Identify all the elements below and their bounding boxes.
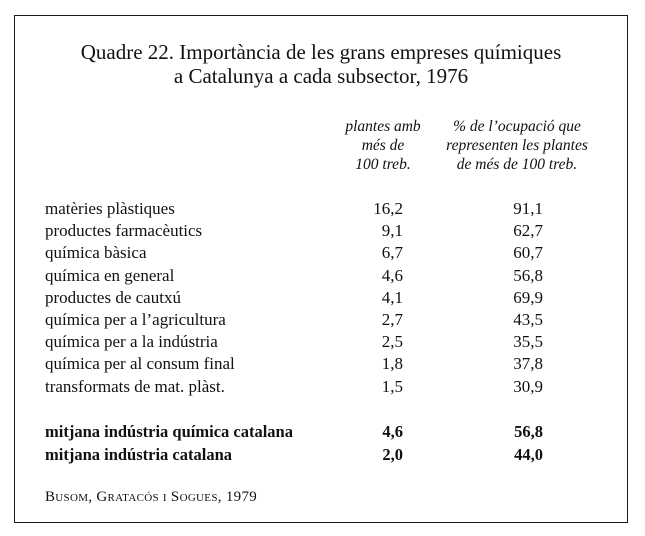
table-row <box>15 242 627 264</box>
column-header-line: 100 treb. <box>355 156 411 173</box>
row-label: química en general <box>45 265 175 285</box>
row-plants-value: 4,1 <box>381 287 403 307</box>
column-header-employment <box>433 117 601 174</box>
table-totals <box>15 421 627 467</box>
total-plants-value: 2,0 <box>382 445 403 464</box>
column-header-line: % de l’ocupació que <box>453 118 581 135</box>
row-plants-value: 2,5 <box>381 332 403 352</box>
table-row <box>15 287 627 309</box>
table-row <box>15 265 627 287</box>
row-plants-value: 9,1 <box>381 221 403 241</box>
row-employment-value: 43,5 <box>513 309 543 329</box>
row-plants-value: 16,2 <box>373 199 403 218</box>
row-label: productes farmacèutics <box>45 221 203 241</box>
row-label: matèries plàstiques <box>45 199 175 218</box>
row-label: transformats de mat. plàst. <box>45 376 225 396</box>
table-title <box>15 40 627 88</box>
column-header-line: representen les plantes <box>446 137 588 154</box>
row-plants-value: 2,7 <box>381 309 403 329</box>
column-header-line: més de <box>361 137 405 154</box>
title-line-1: Quadre 22. Importància de les grans empreses químiques <box>80 40 562 64</box>
row-label: química per al consum final <box>45 354 235 374</box>
row-label: química per a l’agricultura <box>45 309 226 329</box>
row-employment-value: 60,7 <box>513 243 543 263</box>
total-label: mitjana indústria química catalana <box>45 422 293 441</box>
row-plants-value: 1,5 <box>381 376 403 396</box>
row-employment-value: 91,1 <box>513 199 543 218</box>
row-plants-value: 1,8 <box>381 354 403 374</box>
table-row <box>15 331 627 353</box>
row-plants-value: 6,7 <box>381 243 403 263</box>
table-body <box>15 198 627 398</box>
row-employment-value: 37,8 <box>513 354 543 374</box>
table-frame <box>14 15 628 523</box>
total-row <box>15 421 627 444</box>
total-row <box>15 444 627 467</box>
row-label: química per a la indústria <box>45 332 218 352</box>
row-employment-value: 35,5 <box>513 332 543 352</box>
table-row <box>15 353 627 375</box>
row-employment-value: 69,9 <box>513 287 543 307</box>
row-employment-value: 62,7 <box>513 221 543 241</box>
column-header-line: plantes amb <box>345 118 421 135</box>
total-label: mitjana indústria catalana <box>45 445 233 464</box>
table-row <box>15 220 627 242</box>
title-line-2: a Catalunya a cada subsector, 1976 <box>173 64 469 88</box>
total-plants-value: 4,6 <box>382 422 403 441</box>
total-employment-value: 56,8 <box>514 422 543 441</box>
table-row <box>15 309 627 331</box>
column-header-line: de més de 100 treb. <box>456 156 578 173</box>
row-employment-value: 56,8 <box>513 265 543 285</box>
row-employment-value: 30,9 <box>513 376 543 396</box>
row-plants-value: 4,6 <box>381 265 403 285</box>
row-label: química bàsica <box>45 243 147 263</box>
source-text: Busom, Gratacós i Sogues, 1979 <box>45 489 258 505</box>
column-header-plants <box>333 117 433 174</box>
row-label: productes de cautxú <box>45 287 181 307</box>
source-citation <box>45 489 257 506</box>
table-row <box>15 376 627 398</box>
table-row <box>15 198 627 220</box>
total-employment-value: 44,0 <box>514 445 543 464</box>
